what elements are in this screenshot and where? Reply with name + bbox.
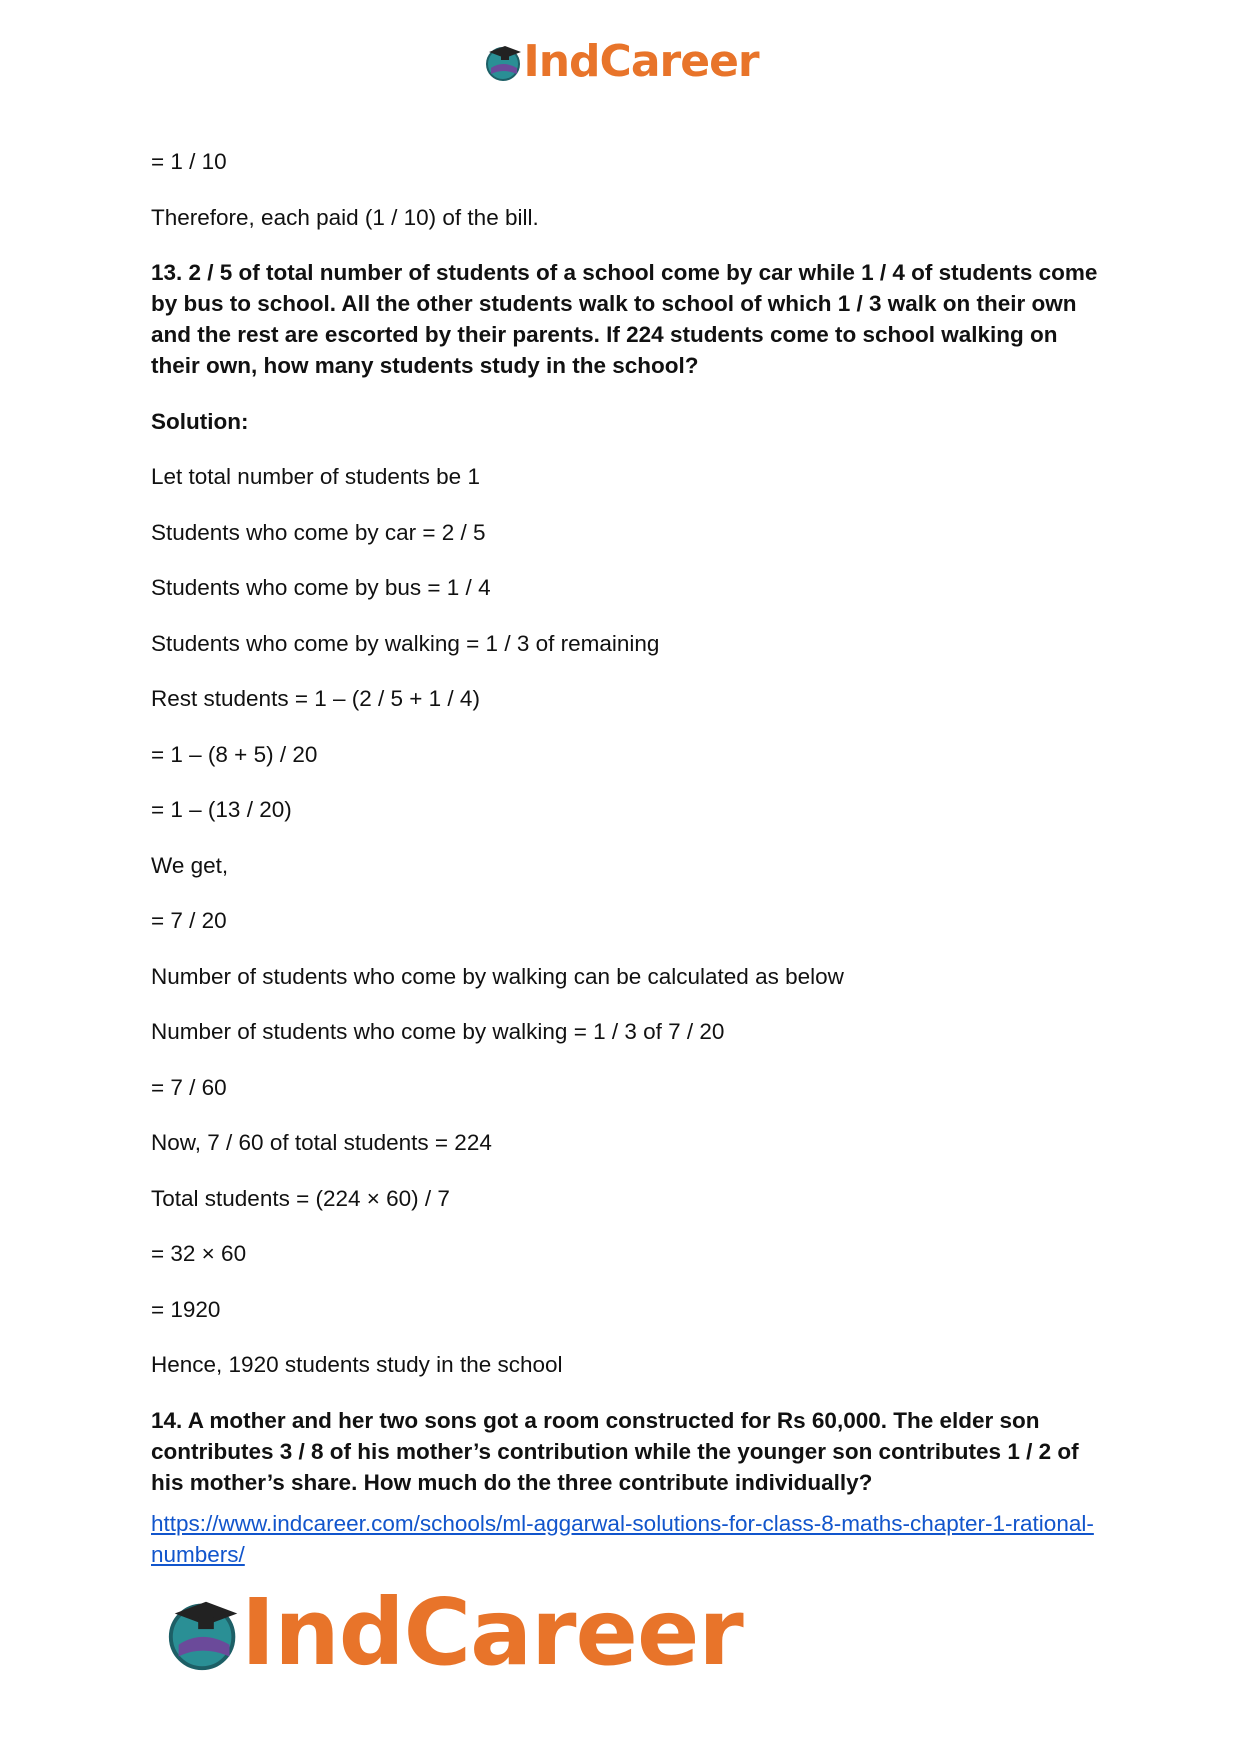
solution-line: = 7 / 20 (151, 908, 227, 933)
solution-line: Total students = (224 × 60) / 7 (151, 1185, 450, 1211)
question-13: 13. 2 / 5 of total number of students of a school come by car while 1 / 4 of students come by bus to school. All the other students walk to school of which 1 / 3 walk on their own and the rest are escorted by their parents. If 224 students come to school walking on their own, how many students study in the school? (151, 260, 1098, 378)
solution-line: Number of students who come by walking can be calculated as below (151, 963, 844, 989)
question-14: 14. A mother and her two sons got a room constructed for Rs 60,000. The elder son contributes 3 / 8 of his mother’s contribution while the younger son contributes 1 / 2 of his mother’s share. How much do the three contribute individually? (151, 1407, 1079, 1495)
source-url-link[interactable]: https://www.indcareer.com/schools/ml-aggarwal-solutions-for-class-8-maths-chapter-1-rational-numbers/ (151, 1510, 1094, 1567)
solution-line: Now, 7 / 60 of total students = 224 (151, 1130, 492, 1155)
solution-line: Students who come by bus = 1 / 4 (151, 575, 491, 600)
header-logo-text: IndCareer (523, 36, 759, 87)
solution-line: Number of students who come by walking = 1 / 3 of 7 / 20 (151, 1019, 725, 1044)
page-content (151, 146, 1101, 1570)
text-line: = 1 / 10 (151, 149, 227, 174)
solution-line: Hence, 1920 students study in the school (151, 1352, 563, 1377)
graduation-globe-icon (483, 42, 527, 82)
solution-line: Rest students = 1 – (2 / 5 + 1 / 4) (151, 686, 480, 711)
solution-line: We get, (151, 852, 229, 878)
solution-line: = 1 – (8 + 5) / 20 (151, 741, 318, 767)
solution-line: = 32 × 60 (151, 1241, 247, 1266)
solution-label: Solution: (151, 408, 249, 434)
solution-line: = 7 / 60 (151, 1074, 227, 1100)
footer-logo (163, 1579, 743, 1686)
header-logo (0, 36, 1242, 87)
solution-line: = 1 – (13 / 20) (151, 797, 292, 822)
graduation-globe-icon (163, 1591, 249, 1675)
text-line: Therefore, each paid (1 / 10) of the bill. (151, 204, 539, 230)
solution-line: Students who come by car = 2 / 5 (151, 519, 486, 545)
solution-line: Students who come by walking = 1 / 3 of remaining (151, 630, 660, 656)
solution-line: Let total number of students be 1 (151, 464, 480, 489)
footer-logo-text: IndCareer (241, 1579, 743, 1686)
solution-line: = 1920 (151, 1296, 221, 1322)
